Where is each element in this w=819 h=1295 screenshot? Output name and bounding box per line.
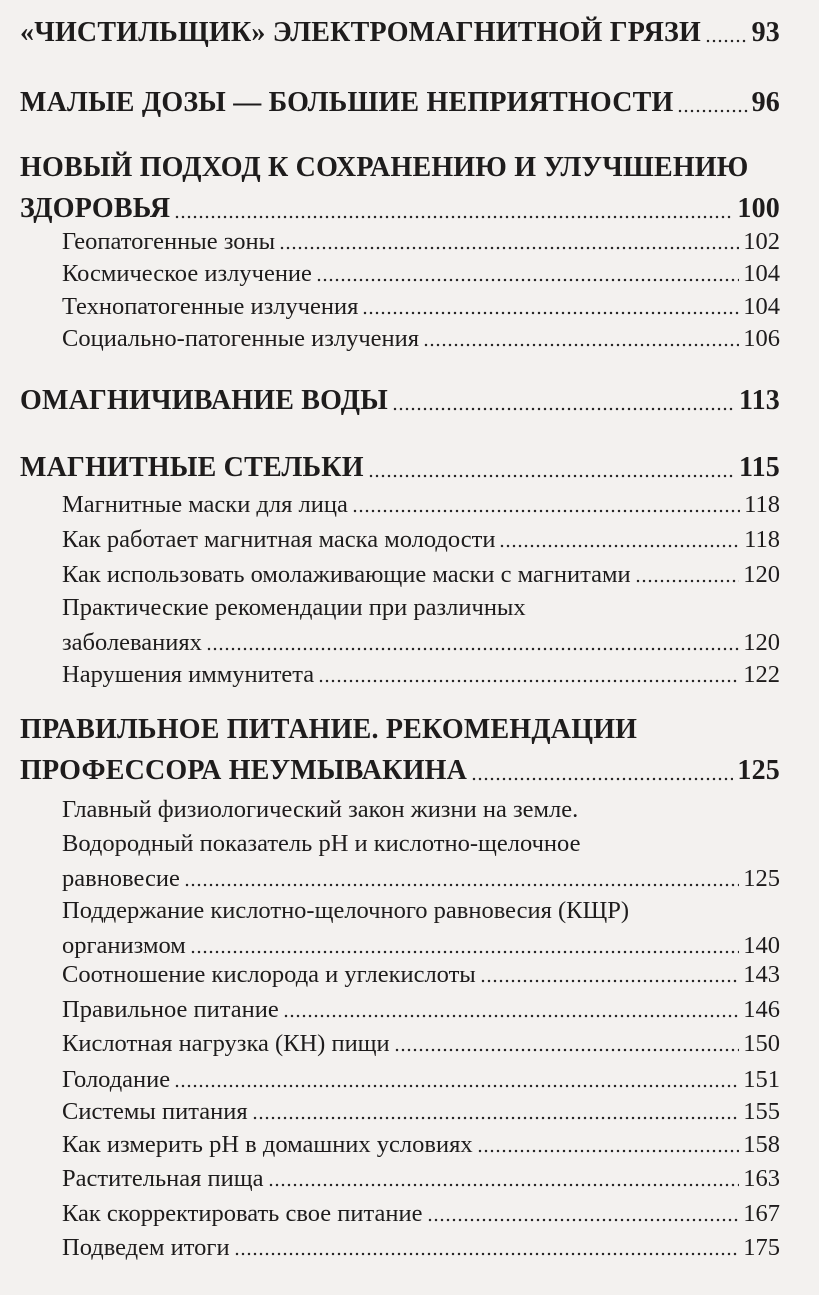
toc-page-number: 155 — [743, 1098, 780, 1125]
toc-entry-line — [62, 1065, 780, 1095]
toc-entry-line — [62, 1097, 780, 1127]
dot-leader — [174, 1084, 739, 1088]
toc-entry-line — [62, 1164, 780, 1194]
toc-entry-title: равновесие — [62, 865, 180, 892]
toc-entry-line — [20, 16, 780, 50]
toc-entry-line — [20, 86, 780, 120]
dot-leader — [352, 509, 740, 513]
toc-page-number: 158 — [743, 1131, 780, 1158]
toc-entry-title: ПРАВИЛЬНОЕ ПИТАНИЕ. РЕКОМЕНДАЦИИ — [20, 714, 638, 745]
toc-entry-title: Правильное питание — [62, 996, 279, 1023]
dot-leader — [268, 1183, 740, 1187]
toc-entry-title: «ЧИСТИЛЬЩИК» ЭЛЕКТРОМАГНИТНОЙ ГРЯЗИ — [20, 17, 702, 48]
toc-entry-line — [62, 1199, 780, 1229]
toc-entry-line — [62, 1130, 780, 1160]
toc-entry-title: Социально-патогенные излучения — [62, 325, 420, 352]
dot-leader — [705, 39, 748, 43]
toc-entry-line — [62, 525, 780, 555]
toc-entry-title: Голодание — [62, 1066, 171, 1093]
toc-entry-title: Растительная пища — [62, 1165, 264, 1192]
toc-entry-title: НОВЫЙ ПОДХОД К СОХРАНЕНИЮ И УЛУЧШЕНИЮ — [20, 152, 749, 183]
toc-entry-line — [62, 560, 780, 590]
toc-page-number: 140 — [743, 932, 780, 959]
toc-page-number: 120 — [743, 629, 780, 656]
toc-page-number: 146 — [743, 996, 780, 1023]
toc-entry-title: организмом — [62, 932, 186, 959]
toc-entry-title: ПРОФЕССОРА НЕУМЫВАКИНА — [20, 755, 468, 786]
toc-entry-title: Как скорректировать свое питание — [62, 1200, 423, 1227]
toc-entry-title: МАЛЫЕ ДОЗЫ — БОЛЬШИЕ НЕПРИЯТНОСТИ — [20, 87, 674, 118]
toc-page-number: 104 — [743, 293, 780, 320]
dot-leader — [279, 246, 739, 250]
toc-page-number: 125 — [737, 755, 780, 786]
toc-entry-title: Нарушения иммунитета — [62, 661, 315, 688]
toc-page-number: 118 — [744, 526, 780, 553]
toc-entry-title: Соотношение кислорода и углекислоты — [62, 961, 476, 988]
toc-entry-title: Главный физиологический закон жизни на земле. — [62, 796, 579, 823]
toc-entry-title: Как использовать омолаживающие маски с магнитами — [62, 561, 631, 588]
toc-entry-line — [62, 292, 780, 322]
toc-page-number: 102 — [743, 228, 780, 255]
dot-leader — [368, 474, 735, 478]
toc-entry-line — [62, 628, 780, 658]
toc-entry-title: Практические рекомендации при различных — [62, 594, 526, 621]
toc-entry-title: заболеваниях — [62, 629, 202, 656]
toc-page-number: 93 — [751, 17, 780, 48]
dot-leader — [252, 1116, 740, 1120]
dot-leader — [234, 1252, 740, 1256]
dot-leader — [174, 215, 733, 219]
dot-leader — [184, 883, 739, 887]
toc-entry-line — [62, 1029, 780, 1059]
toc-page-number: 100 — [737, 193, 780, 224]
toc-entry-title: Поддержание кислотно-щелочного равновесия (КЩР) — [62, 897, 630, 924]
toc-entry-line — [20, 754, 780, 788]
toc-entry-title: Технопатогенные излучения — [62, 293, 359, 320]
toc-page-number: 104 — [743, 260, 780, 287]
dot-leader — [316, 278, 739, 282]
toc-page-number: 113 — [738, 385, 780, 416]
toc-entry-title: Кислотная нагрузка (КН) пищи — [62, 1030, 390, 1057]
toc-entry-line — [62, 490, 780, 520]
dot-leader — [362, 311, 739, 315]
dot-leader — [392, 407, 735, 411]
toc-page-number: 125 — [743, 865, 780, 892]
toc-entry-line — [62, 227, 780, 257]
dot-leader — [394, 1048, 740, 1052]
dot-leader — [206, 647, 739, 651]
toc-entry-title: Магнитные маски для лица — [62, 491, 348, 518]
dot-leader — [423, 343, 739, 347]
toc-page-number: 175 — [743, 1234, 780, 1261]
dot-leader — [635, 579, 740, 583]
toc-page-number: 96 — [751, 87, 780, 118]
toc-entry-title: МАГНИТНЫЕ СТЕЛЬКИ — [20, 452, 364, 483]
toc-entry-title: Системы питания — [62, 1098, 248, 1125]
toc-page-number: 143 — [743, 961, 780, 988]
dot-leader — [480, 979, 739, 983]
dot-leader — [499, 544, 740, 548]
toc-entry-title: Как измерить pH в домашних условиях — [62, 1131, 473, 1158]
toc-entry-title: Как работает магнитная маска молодости — [62, 526, 496, 553]
dot-leader — [477, 1149, 740, 1153]
toc-page-number: 163 — [743, 1165, 780, 1192]
toc-entry-title: ОМАГНИЧИВАНИЕ ВОДЫ — [20, 385, 388, 416]
toc-entry-title: Водородный показатель pH и кислотно-щелочное — [62, 830, 581, 857]
toc-entry-title: Космическое излучение — [62, 260, 312, 287]
toc-entry-line — [62, 660, 780, 690]
dot-leader — [677, 109, 747, 113]
toc-entry-line — [20, 192, 780, 226]
toc-page-number: 167 — [743, 1200, 780, 1227]
toc-page-number: 122 — [743, 661, 780, 688]
toc-entry-title: Геопатогенные зоны — [62, 228, 276, 255]
toc-entry-line — [62, 324, 780, 354]
dot-leader — [190, 950, 739, 954]
toc-entry-title: ЗДОРОВЬЯ — [20, 193, 171, 224]
dot-leader — [318, 679, 739, 683]
dot-leader — [427, 1218, 740, 1222]
toc-entry-line — [62, 864, 780, 894]
toc-entry-line — [20, 451, 780, 485]
toc-page-number: 106 — [743, 325, 780, 352]
toc-entry-line — [62, 995, 780, 1025]
toc-page-number: 150 — [743, 1030, 780, 1057]
toc-page-number: 118 — [744, 491, 780, 518]
toc-entry-line — [62, 1233, 780, 1263]
toc-entry-line — [62, 259, 780, 289]
toc-entry-line — [20, 384, 780, 418]
toc-entry-line — [62, 931, 780, 961]
dot-leader — [283, 1014, 739, 1018]
toc-page-number: 151 — [743, 1066, 780, 1093]
toc-page-number: 120 — [743, 561, 780, 588]
toc-entry-title: Подведем итоги — [62, 1234, 230, 1261]
toc-entry-line — [62, 960, 780, 990]
dot-leader — [471, 777, 733, 781]
toc-page-number: 115 — [738, 452, 780, 483]
